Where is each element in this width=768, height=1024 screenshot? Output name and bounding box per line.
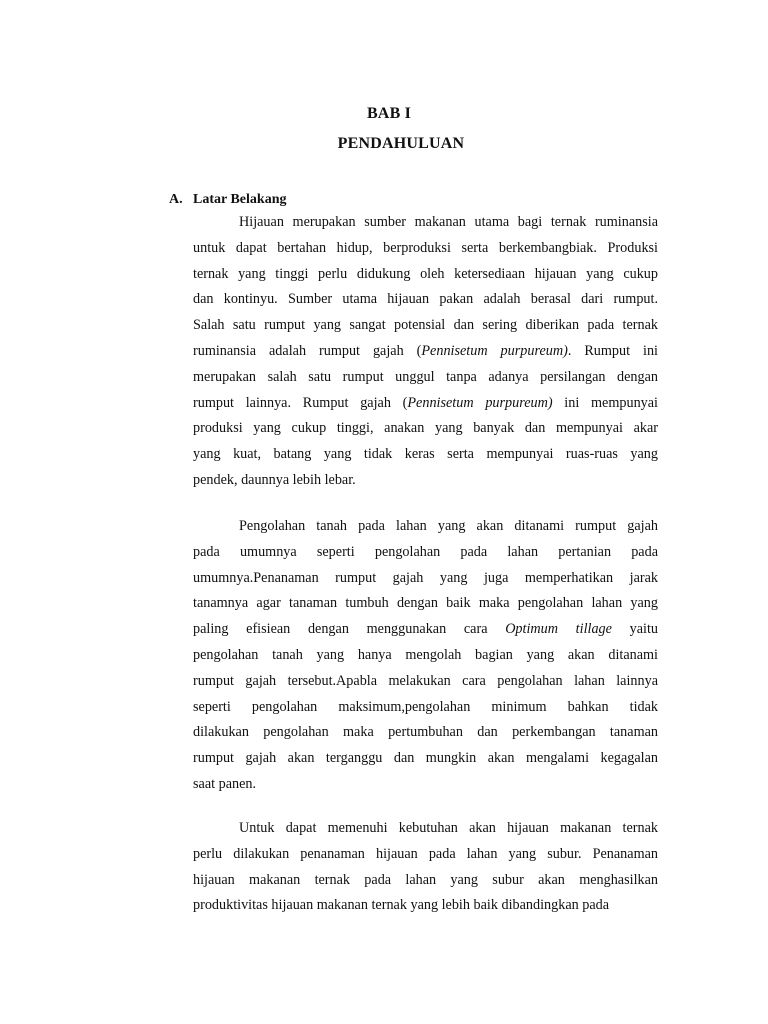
text-line: pengolahan tanah yang hanya mengolah bagian yang akan ditanami xyxy=(193,646,658,663)
text-line: yang kuat, batang yang tidak keras serta mempunyai ruas-ruas yang xyxy=(193,446,658,463)
text-line xyxy=(193,617,658,643)
text-line: seperti pengolahan maksimum,pengolahan minimum bahkan tidak xyxy=(193,698,658,715)
text-line: dan kontinyu. Sumber utama hijauan pakan adalah berasal dari rumput. xyxy=(193,291,658,308)
text-run: ruminansia adalah rumput gajah ( xyxy=(193,342,422,359)
text-line: Untuk dapat memenuhi kebutuhan akan hijauan makanan ternak xyxy=(239,820,658,836)
paragraph-2 xyxy=(193,514,658,798)
text-line: produksi yang cukup tinggi, anakan yang banyak dan mempunyai akar xyxy=(193,420,658,437)
section-title: Latar Belakang xyxy=(193,192,287,207)
text-line: saat panen. xyxy=(193,775,257,792)
text-line: Hijauan merupakan sumber makanan utama bagi ternak ruminansia xyxy=(239,214,658,230)
text-line: rumput gajah akan terganggu dan mungkin akan mengalami kegagalan xyxy=(193,750,658,767)
text-line: merupakan salah satu rumput unggul tanpa adanya persilangan dengan xyxy=(193,368,658,385)
chapter-label: BAB I xyxy=(366,105,412,122)
text-run: yaitu xyxy=(611,621,658,638)
paragraph-3 xyxy=(193,816,658,919)
text-line: pendek, daunnya lebih lebar. xyxy=(193,471,356,488)
italic-term: Pennisetum purpureum) xyxy=(421,342,568,359)
text-line: tanamnya agar tanaman tumbuh dengan baik maka pengolahan lahan yang xyxy=(193,595,658,612)
text-run: ini mempunyai xyxy=(552,394,658,411)
text-line: pada umumnya seperti pengolahan pada lahan pertanian pada xyxy=(193,543,658,560)
italic-term: Pennisetum purpureum) xyxy=(407,394,553,411)
text-run: . Rumput ini xyxy=(567,342,659,359)
chapter-title: PENDAHULUAN xyxy=(337,135,465,152)
italic-term: Optimum tillage xyxy=(505,621,612,638)
text-line: hijauan makanan ternak pada lahan yang subur akan menghasilkan xyxy=(193,871,658,888)
text-line: perlu dilakukan penanaman hijauan pada lahan yang subur. Penanaman xyxy=(193,845,658,862)
text-line: dilakukan pengolahan maka pertumbuhan dan perkembangan tanaman xyxy=(193,724,658,741)
text-line: untuk dapat bertahan hidup, berproduksi serta berkembangbiak. Produksi xyxy=(193,239,658,256)
text-line: ternak yang tinggi perlu didukung oleh ketersediaan hijauan yang cukup xyxy=(193,265,658,282)
section-heading xyxy=(169,190,286,210)
text-run: rumput lainnya. Rumput gajah ( xyxy=(193,394,408,411)
text-line: produktivitas hijauan makanan ternak yang lebih baik dibandingkan pada xyxy=(193,897,610,914)
section-number: A. xyxy=(169,192,183,207)
text-line: Pengolahan tanah pada lahan yang akan ditanami rumput gajah xyxy=(239,518,658,534)
text-line: rumput gajah tersebut.Apabla melakukan cara pengolahan lahan lainnya xyxy=(193,672,658,689)
text-line xyxy=(193,339,658,365)
text-line: umumnya.Penanaman rumput gajah yang juga memperhatikan jarak xyxy=(193,569,658,586)
paragraph-1 xyxy=(193,210,658,494)
text-run: paling efisiean dengan menggunakan cara xyxy=(193,621,506,638)
text-line xyxy=(193,391,658,417)
text-line: Salah satu rumput yang sangat potensial dan sering diberikan pada ternak xyxy=(193,317,658,334)
